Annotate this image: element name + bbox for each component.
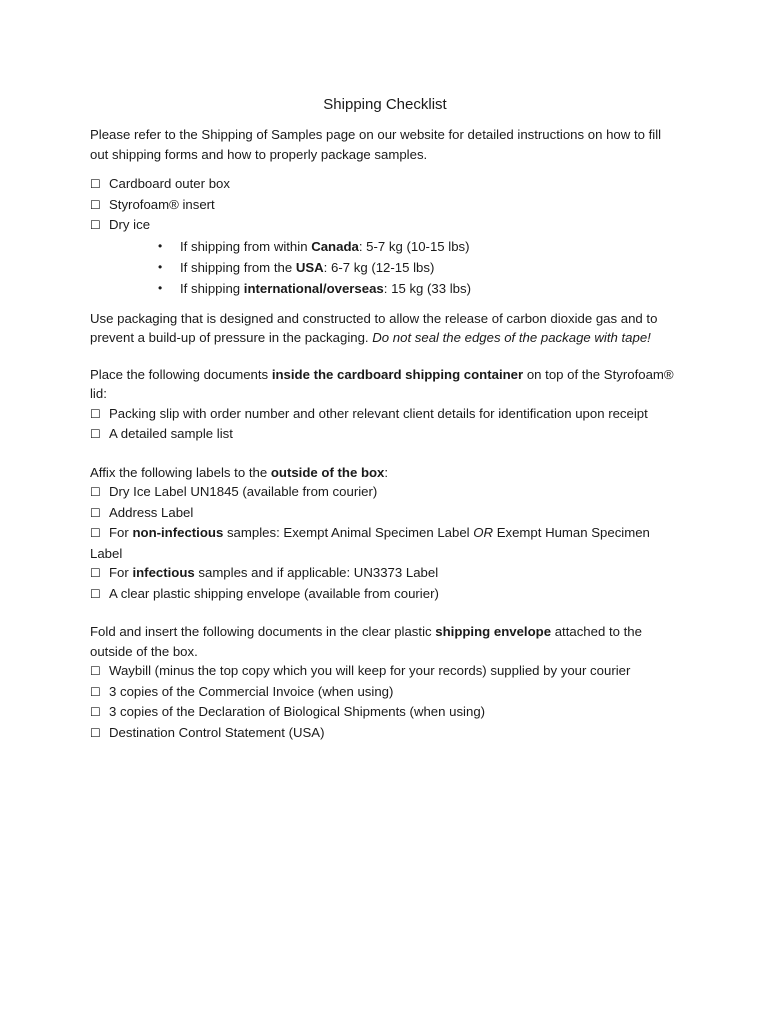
checklist-item[interactable]: ☐ Cardboard outer box	[90, 174, 680, 195]
inside-docs-heading: Place the following documents inside the cardboard shipping container on top of the Styrofoam® lid:	[90, 366, 674, 401]
checklist-item[interactable]: ☐ Dry Ice Label UN1845 (available from courier)	[90, 482, 680, 503]
checkbox-icon[interactable]: ☐	[90, 684, 101, 699]
checkbox-icon[interactable]: ☐	[90, 485, 101, 499]
checklist-item[interactable]: ☐ 3 copies of the Commercial Invoice (when using)	[90, 682, 680, 703]
checklist-item[interactable]: ☐ For non-infectious samples: Exempt Animal Specimen Label OR Exempt Human Specimen Label	[90, 525, 650, 561]
checklist-item[interactable]: ☐ Dry ice	[90, 215, 680, 236]
checkbox-icon[interactable]: ☐	[90, 197, 101, 212]
envelope-docs-heading: Fold and insert the following documents in the clear plastic shipping envelope attached to the outside of the box.	[90, 624, 642, 659]
dry-ice-weight-list	[90, 236, 680, 299]
checklist-item[interactable]: ☐ A detailed sample list	[90, 424, 680, 445]
checkbox-icon[interactable]: ☐	[90, 566, 101, 580]
list-item: • If shipping from the USA: 6-7 kg (12-15 lbs)	[158, 257, 680, 278]
checklist-item[interactable]: ☐ Destination Control Statement (USA)	[90, 723, 680, 744]
checkbox-icon[interactable]: ☐	[90, 406, 101, 421]
document-page	[90, 95, 680, 743]
checkbox-icon[interactable]: ☐	[90, 218, 101, 232]
checkbox-icon[interactable]: ☐	[90, 664, 101, 678]
packaging-checklist	[90, 174, 680, 236]
intro-paragraph: Please refer to the Shipping of Samples page on our website for detailed instructions on how to fill out shipping forms and how to properly package samples.	[90, 127, 662, 162]
checklist-item[interactable]: ☐ Address Label	[90, 503, 680, 524]
checkbox-icon[interactable]: ☐	[90, 586, 101, 601]
checklist-item[interactable]: ☐ 3 copies of the Declaration of Biological Shipments (when using)	[90, 702, 680, 723]
labels-heading: Affix the following labels to the outside of the box:	[90, 464, 389, 480]
bullet-icon: •	[158, 280, 163, 295]
checkbox-icon[interactable]: ☐	[90, 505, 101, 520]
checklist-item[interactable]: ☐ Waybill (minus the top copy which you will keep for your records) supplied by your courier	[90, 661, 680, 682]
bullet-icon: •	[158, 238, 163, 253]
checklist-item[interactable]: ☐ Styrofoam® insert	[90, 195, 680, 216]
checklist-item[interactable]: ☐ A clear plastic shipping envelope (available from courier)	[90, 584, 680, 605]
bullet-icon: •	[158, 259, 163, 274]
packaging-note: Use packaging that is designed and constructed to allow the release of carbon dioxide gas and to prevent a build-up of pressure in the packaging. Do not seal the edges of the package with tape!	[90, 310, 658, 345]
checkbox-icon[interactable]: ☐	[90, 705, 101, 719]
checkbox-icon[interactable]: ☐	[90, 427, 101, 441]
list-item: • If shipping from within Canada: 5-7 kg (10-15 lbs)	[158, 236, 680, 257]
checklist-item[interactable]: ☐ Packing slip with order number and other relevant client details for identification upon receipt	[90, 404, 680, 425]
checkbox-icon[interactable]: ☐	[90, 725, 101, 740]
document-title: Shipping Checklist	[323, 96, 447, 113]
checkbox-icon[interactable]: ☐	[90, 177, 101, 191]
list-item: • If shipping international/overseas: 15 kg (33 lbs)	[158, 278, 680, 299]
checklist-item[interactable]: ☐ For infectious samples and if applicable: UN3373 Label	[90, 563, 680, 584]
checkbox-icon[interactable]: ☐	[90, 526, 101, 540]
